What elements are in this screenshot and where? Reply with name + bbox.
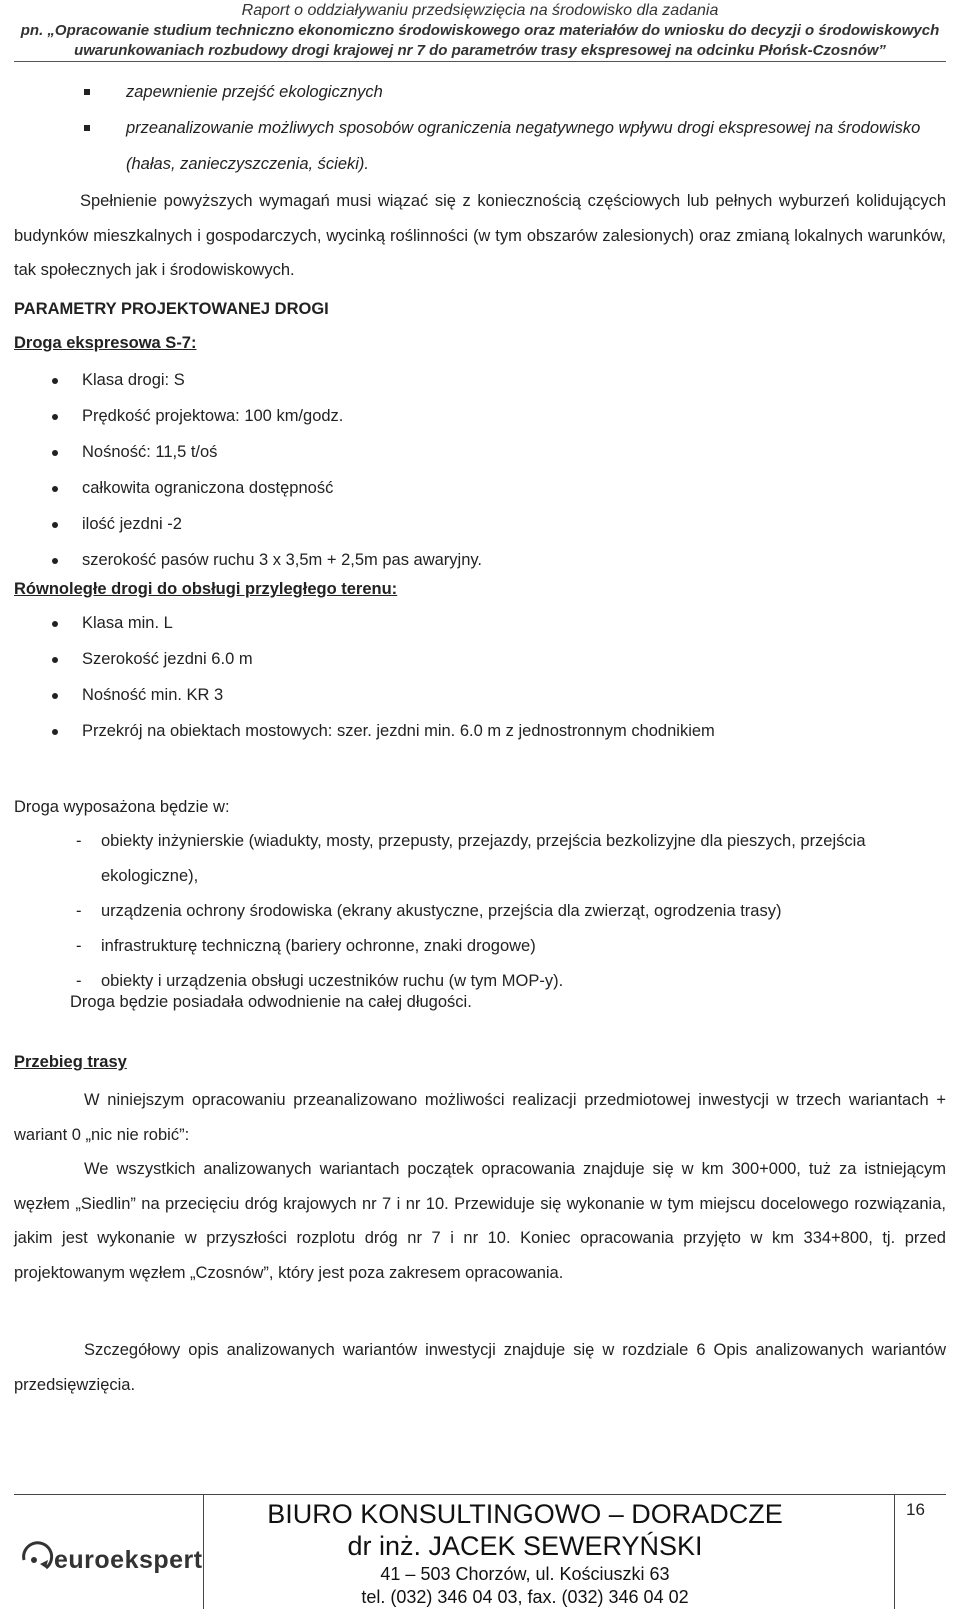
header-line-2: pn. „Opracowanie studium techniczno ekonomiczno środowiskowego oraz materiałów do wniosku do decyzji o środowiskowych [20,22,940,39]
section-title: PARAMETRY PROJEKTOWANEJ DROGI [14,300,329,318]
firm-contact: tel. (032) 346 04 03, fax. (032) 346 04 02 [361,1587,689,1607]
s7-heading: Droga ekspresowa S-7: [14,334,197,352]
list-item: Prędkość projektowa: 100 km/godz. [14,398,944,434]
bullet-icon [52,378,58,384]
square-bullet-icon [84,125,90,131]
list-item: Przekrój na obiektach mostowych: szer. jezdni min. 6.0 m z jednostronnym chodnikiem [14,713,944,749]
goals-list [84,74,954,182]
list-item: szerokość pasów ruchu 3 x 3,5m + 2,5m pas awaryjny. [14,542,944,578]
footer-divider [14,1494,946,1495]
bullet-icon [52,729,58,735]
list-item: Szerokość jezdni 6.0 m [14,641,944,677]
list-item: przeanalizowanie możliwych sposobów ograniczenia negatywnego wpływu drogi ekspresowej na środowisko (hałas, zanieczyszczenia, ścieki). [84,110,954,182]
page-number: 16 [906,1500,925,1519]
list-item: Klasa drogi: S [14,362,944,398]
euroekspert-logo [10,1528,210,1588]
parallel-roads-heading: Równoległe drogi do obsługi przyległego terenu: [14,580,398,598]
page-header [14,0,946,61]
drainage-note: Droga będzie posiadała odwodnienie na całej długości. [70,993,472,1011]
bullet-icon [52,558,58,564]
equipment-heading: Droga wyposażona będzie w: [14,798,230,816]
equipment-list [76,824,956,999]
bullet-icon [52,693,58,699]
intro-paragraph: Spełnienie powyższych wymagań musi wiązać się z koniecznością częściowych lub pełnych wyburzeń kolidujących budynków mieszkalnych i gospodarczych, wycinką roślinności (w tym obszarów zalesionych) oraz zmianą lokalnych warunków, tak społecznych jak i środowiskowych. [14,192,946,279]
bullet-icon [52,486,58,492]
firm-address: 41 – 503 Chorzów, ul. Kościuszki 63 [380,1564,670,1584]
bullet-icon [52,450,58,456]
footer-column-divider [894,1494,895,1609]
list-item: - urządzenia ochrony środowiska (ekrany akustyczne, przejścia dla zwierząt, ogrodzenia trasy) [76,902,782,920]
firm-owner: dr inż. JACEK SEWERYŃSKI [347,1531,703,1561]
list-item: ilość jezdni -2 [14,506,944,542]
firm-name: BIURO KONSULTINGOWO – DORADCZE [267,1499,783,1529]
bullet-icon [52,414,58,420]
bullet-icon [52,522,58,528]
bullet-icon [52,621,58,627]
list-item: Klasa min. L [14,605,944,641]
list-item: - infrastrukturę techniczną (bariery ochronne, znaki drogowe) [76,937,536,955]
list-item: całkowita ograniczona dostępność [14,470,944,506]
s7-parameter-list [14,362,944,578]
header-line-3: uwarunkowaniach rozbudowy drogi krajowej nr 7 do parametrów trasy ekspresowej na odcinku Płońsk-Czosnów” [74,42,886,59]
square-bullet-icon [84,89,90,95]
parallel-roads-list [14,605,944,749]
logo-wordmark: euroekspert [54,1546,203,1574]
list-item: zapewnienie przejść ekologicznych [84,74,954,110]
bullet-icon [52,657,58,663]
list-item: - obiekty inżynierskie (wiadukty, mosty, przepusty, przejazdy, przejścia bezkolizyjne dla pieszych, przejścia ekologiczne), [76,832,866,885]
list-item: Nośność min. KR 3 [14,677,944,713]
list-item: Nośność: 11,5 t/oś [14,434,944,470]
route-heading: Przebieg trasy [14,1053,127,1071]
route-paragraph-3: Szczegółowy opis analizowanych wariantów inwestycji znajduje się w rozdziale 6 Opis analizowanych wariantów przedsięwzięcia. [14,1341,946,1394]
header-divider [14,61,946,62]
route-paragraph-2: We wszystkich analizowanych wariantach początek opracowania znajduje się w km 300+000, tuż za istniejącym węzłem „Siedlin” na przecięciu dróg krajowych nr 7 i nr 10. Przewiduje się wykonanie w tym miejscu docelowego rozwiązania, jakim jest wykonanie w przyszłości rozplotu dróg nr 7 i nr 10. Koniec opracowania przyjęto w km 334+800, tj. przed projektowanym węzłem „Czosnów”, który jest poza zakresem opracowania. [14,1160,946,1282]
route-paragraph-1: W niniejszym opracowaniu przeanalizowano możliwości realizacji przedmiotowej inwestycji w trzech wariantach + wariant 0 „nic nie robić”: [14,1091,946,1144]
list-item: - obiekty i urządzenia obsługi uczestników ruchu (w tym MOP-y). [76,972,564,990]
header-line-1: Raport o oddziaływaniu przedsięwzięcia na środowisko dla zadania [241,2,719,19]
